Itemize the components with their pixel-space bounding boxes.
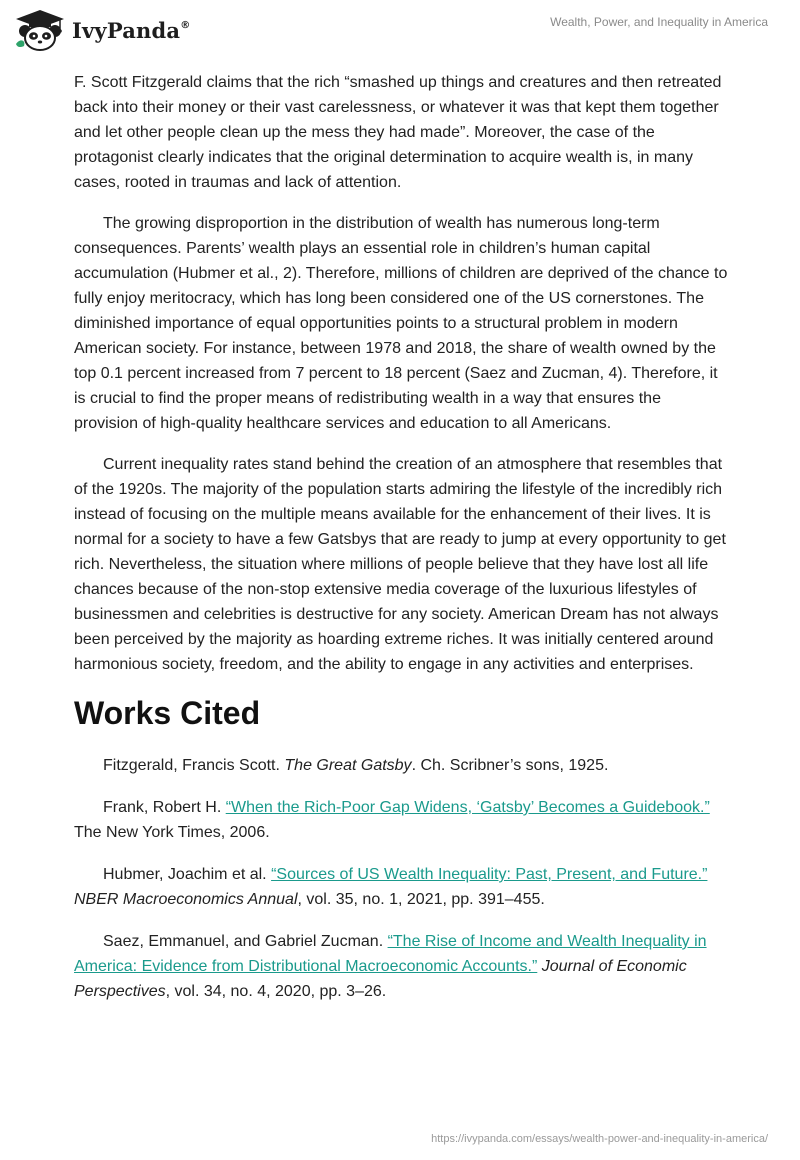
document-title: Wealth, Power, and Inequality in America bbox=[550, 15, 768, 29]
citation-entry: Fitzgerald, Francis Scott. The Great Gatsby. Ch. Scribner’s sons, 1925. bbox=[103, 757, 609, 774]
citation-link[interactable]: “When the Rich-Poor Gap Widens, ‘Gatsby’ Becomes a Guidebook.” bbox=[225, 799, 710, 816]
page-header bbox=[0, 0, 800, 60]
citation-entry: Frank, Robert H. “When the Rich-Poor Gap Widens, ‘Gatsby’ Becomes a Guidebook.” The New York Times, 2006. bbox=[74, 799, 710, 841]
citation-entry: Saez, Emmanuel, and Gabriel Zucman. “The Rise of Income and Wealth Inequality in America: Evidence from Distributional Macroeconomic Accounts.” Journal of Economic Perspectives, vol. 34, no. 4, 2020, pp. 3–26. bbox=[74, 933, 707, 1000]
citation-link[interactable]: “Sources of US Wealth Inequality: Past, Present, and Future.” bbox=[271, 866, 708, 883]
citation-entry: Hubmer, Joachim et al. “Sources of US Wealth Inequality: Past, Present, and Future.” NBER Macroeconomics Annual, vol. 35, no. 1, 2021, pp. 391–455. bbox=[74, 866, 708, 908]
paragraph: Current inequality rates stand behind the creation of an atmosphere that resembles that of the 1920s. The majority of the population starts admiring the lifestyle of the incredibly rich instead of focusing on the multiple means available for the enhancement of their lives. It is normal for a society to have a few Gatsbys that are ready to jump at every opportunity to get rich. Nevertheless, the situation where millions of people believe that they have lost all life chances because of the non-stop extensive media coverage of the luxurious lifestyles of businessmen and celebrities is destructive for any society. American Dream has not always been perceived by the majority as hoarding extreme riches. It was initially centered around harmonious society, freedom, and the ability to engage in any activities and enterprises. bbox=[74, 456, 726, 673]
panda-graduate-icon bbox=[14, 8, 66, 52]
source-url[interactable]: https://ivypanda.com/essays/wealth-power-and-inequality-in-america/ bbox=[431, 1133, 768, 1145]
ivypanda-logo[interactable] bbox=[14, 6, 190, 54]
citation-link[interactable]: “The Rise of Income and Wealth Inequality in America: Evidence from Distributional Macroeconomic Accounts.” bbox=[74, 933, 707, 975]
brand-name: IvyPanda® bbox=[72, 17, 191, 43]
paragraph: F. Scott Fitzgerald claims that the rich “smashed up things and creatures and then retreated back into their money or their vast carelessness, or whatever it was that kept them together and let other people clean up the mess they had made”. Moreover, the case of the protagonist clearly indicates that the original determination to acquire wealth is, in many cases, rooted in traumas and lack of attention. bbox=[74, 74, 722, 191]
essay-body bbox=[74, 70, 728, 1021]
works-cited-heading: Works Cited bbox=[74, 695, 261, 731]
paragraph: The growing disproportion in the distribution of wealth has numerous long-term consequences. Parents’ wealth plays an essential role in children’s human capital accumulation (Hubmer et al., 2). Therefore, millions of children are deprived of the chance to fully enjoy meritocracy, which has long been considered one of the US cornerstones. The diminished importance of equal opportunities points to a structural problem in modern American society. For instance, between 1978 and 2018, the share of wealth owned by the top 0.1 percent increased from 7 percent to 18 percent (Saez and Zucman, 4). Therefore, it is crucial to find the proper means of redistributing wealth in a way that ensures the provision of high-quality healthcare services and education to all Americans. bbox=[74, 215, 728, 432]
